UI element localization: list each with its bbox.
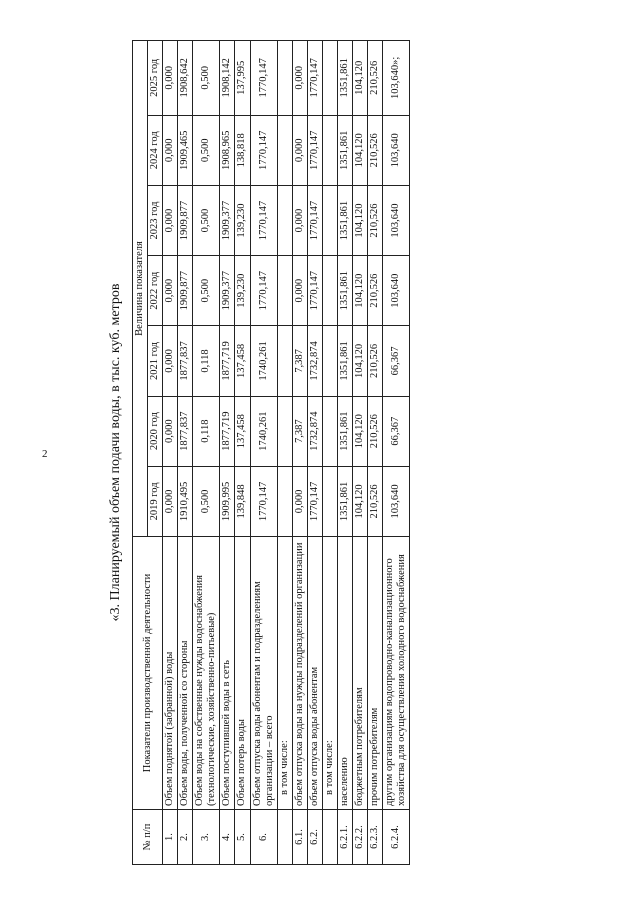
table-row xyxy=(163,41,178,865)
row-value: 1770,147 xyxy=(250,185,277,255)
row-value: 1908,965 xyxy=(220,115,235,185)
water-supply-table xyxy=(132,40,410,865)
row-value: 1908,642 xyxy=(178,41,193,116)
row-value: 0,500 xyxy=(193,466,220,536)
row-number: 4. xyxy=(220,810,235,865)
row-value: 1877,719 xyxy=(220,396,235,466)
row-value: 210,526 xyxy=(368,326,383,396)
row-value: 1909,377 xyxy=(220,185,235,255)
row-value: 139,848 xyxy=(235,466,250,536)
row-number: 6. xyxy=(250,810,277,865)
row-value: 1908,142 xyxy=(220,41,235,116)
header-year: 2021 год xyxy=(148,326,163,396)
row-value: 210,526 xyxy=(368,256,383,326)
row-value: 0,500 xyxy=(193,41,220,116)
header-year: 2022 год xyxy=(148,256,163,326)
row-value: 137,458 xyxy=(235,396,250,466)
table-row xyxy=(307,41,322,865)
row-value: 0,118 xyxy=(193,326,220,396)
header-year: 2024 год xyxy=(148,115,163,185)
table-row xyxy=(383,41,410,865)
row-number xyxy=(322,810,337,865)
row-indicator: Объем потерь воды xyxy=(235,537,250,810)
row-value: 1740,261 xyxy=(250,396,277,466)
row-indicator: бюджетным потребителям xyxy=(352,537,367,810)
row-value: 104,120 xyxy=(352,256,367,326)
header-values: Величина показателя xyxy=(133,41,148,537)
row-value: 104,120 xyxy=(352,185,367,255)
row-number: 1. xyxy=(163,810,178,865)
row-indicator: объем отпуска воды на нужды подразделений организации xyxy=(292,537,307,810)
row-number: 6.2. xyxy=(307,810,322,865)
row-value: 1877,719 xyxy=(220,326,235,396)
row-value: 7,387 xyxy=(292,396,307,466)
row-value: 1877,837 xyxy=(178,326,193,396)
row-value xyxy=(322,326,337,396)
table-row xyxy=(220,41,235,865)
row-indicator: в том числе: xyxy=(322,537,337,810)
row-value: 1909,877 xyxy=(178,185,193,255)
row-value: 1909,877 xyxy=(178,256,193,326)
row-value: 1770,147 xyxy=(250,466,277,536)
row-value: 1351,861 xyxy=(337,115,352,185)
row-indicator: Объем поступившей воды в сеть xyxy=(220,537,235,810)
row-value xyxy=(277,466,292,536)
row-value: 210,526 xyxy=(368,396,383,466)
row-value: 1770,147 xyxy=(307,256,322,326)
table-row xyxy=(235,41,250,865)
row-indicator: объем отпуска воды абонентам xyxy=(307,537,322,810)
row-indicator: прочим потребителям xyxy=(368,537,383,810)
row-value: 103,640»; xyxy=(383,41,410,116)
row-value: 0,500 xyxy=(193,185,220,255)
row-indicator: Объем поднятой (забранной) воды xyxy=(163,537,178,810)
row-value: 1351,861 xyxy=(337,41,352,116)
row-value: 104,120 xyxy=(352,396,367,466)
row-value: 1740,261 xyxy=(250,326,277,396)
row-number: 6.2.1. xyxy=(337,810,352,865)
table-row xyxy=(352,41,367,865)
row-value: 138,818 xyxy=(235,115,250,185)
row-value: 1909,995 xyxy=(220,466,235,536)
table-header-row xyxy=(133,41,148,865)
row-value: 1770,147 xyxy=(307,185,322,255)
header-year: 2020 год xyxy=(148,396,163,466)
row-value: 104,120 xyxy=(352,326,367,396)
row-number: 3. xyxy=(193,810,220,865)
document-title: «3. Планируемый объем подачи воды, в тыс. куб. метров xyxy=(108,283,123,622)
row-number: 6.2.3. xyxy=(368,810,383,865)
row-value: 139,230 xyxy=(235,185,250,255)
row-value: 0,000 xyxy=(292,466,307,536)
row-value: 0,000 xyxy=(163,185,178,255)
row-value xyxy=(277,185,292,255)
table-row xyxy=(322,41,337,865)
row-value xyxy=(322,396,337,466)
row-value: 1909,465 xyxy=(178,115,193,185)
header-number: № п/п xyxy=(133,810,163,865)
row-value: 0,000 xyxy=(163,326,178,396)
table-row xyxy=(277,41,292,865)
row-value: 210,526 xyxy=(368,185,383,255)
row-value: 210,526 xyxy=(368,41,383,116)
page-number: 2 xyxy=(42,448,48,460)
row-value xyxy=(277,256,292,326)
row-value: 104,120 xyxy=(352,466,367,536)
row-value: 210,526 xyxy=(368,466,383,536)
row-value: 0,000 xyxy=(292,41,307,116)
row-value: 1351,861 xyxy=(337,466,352,536)
row-value: 0,000 xyxy=(292,185,307,255)
row-value: 1770,147 xyxy=(250,256,277,326)
row-value: 0,000 xyxy=(163,466,178,536)
row-value xyxy=(322,115,337,185)
row-value: 103,640 xyxy=(383,115,410,185)
row-value: 137,995 xyxy=(235,41,250,116)
row-value: 1770,147 xyxy=(250,41,277,116)
row-value: 7,387 xyxy=(292,326,307,396)
header-year: 2019 год xyxy=(148,466,163,536)
row-value: 0,000 xyxy=(163,115,178,185)
table-row xyxy=(292,41,307,865)
row-value: 1351,861 xyxy=(337,256,352,326)
row-value xyxy=(277,396,292,466)
row-value: 0,000 xyxy=(292,115,307,185)
row-value: 1877,837 xyxy=(178,396,193,466)
table-row xyxy=(250,41,277,865)
row-indicator: Объем воды, полученной со стороны xyxy=(178,537,193,810)
row-value: 1351,861 xyxy=(337,326,352,396)
row-value: 1351,861 xyxy=(337,185,352,255)
row-value: 210,526 xyxy=(368,115,383,185)
header-indicators: Показатели производственной деятельности xyxy=(133,537,163,810)
row-value: 1770,147 xyxy=(250,115,277,185)
row-number: 6.1. xyxy=(292,810,307,865)
row-value: 1910,495 xyxy=(178,466,193,536)
row-indicator: в том числе: xyxy=(277,537,292,810)
row-indicator: Объем воды на собственные нужды водоснабжения (технологические, хозяйственно-питьевые) xyxy=(193,537,220,810)
header-year: 2023 год xyxy=(148,185,163,255)
row-value: 0,000 xyxy=(292,256,307,326)
row-number: 2. xyxy=(178,810,193,865)
rotated-page-content xyxy=(100,40,520,865)
row-value: 103,640 xyxy=(383,466,410,536)
row-value xyxy=(277,41,292,116)
row-value: 1909,377 xyxy=(220,256,235,326)
row-value: 139,230 xyxy=(235,256,250,326)
row-value: 0,118 xyxy=(193,396,220,466)
row-value: 0,500 xyxy=(193,256,220,326)
row-indicator: Объем отпуска воды абонентам и подразделениям организации – всего xyxy=(250,537,277,810)
table-row xyxy=(178,41,193,865)
row-number: 6.2.2. xyxy=(352,810,367,865)
row-value xyxy=(277,115,292,185)
row-value: 66,367 xyxy=(383,326,410,396)
row-value xyxy=(322,466,337,536)
row-indicator: населению xyxy=(337,537,352,810)
row-value: 0,000 xyxy=(163,41,178,116)
row-value: 1351,861 xyxy=(337,396,352,466)
table-row xyxy=(337,41,352,865)
row-value xyxy=(322,256,337,326)
row-value: 1770,147 xyxy=(307,115,322,185)
row-number: 5. xyxy=(235,810,250,865)
row-value: 1732,874 xyxy=(307,326,322,396)
row-number: 6.2.4. xyxy=(383,810,410,865)
row-indicator: другим организациям водопроводно-канализационного хозяйства для осуществления холодного водоснабжения xyxy=(383,537,410,810)
row-value xyxy=(322,41,337,116)
row-value: 103,640 xyxy=(383,185,410,255)
row-value xyxy=(277,326,292,396)
table-row xyxy=(193,41,220,865)
row-value: 104,120 xyxy=(352,41,367,116)
row-value: 1770,147 xyxy=(307,41,322,116)
row-value: 104,120 xyxy=(352,115,367,185)
row-value xyxy=(322,185,337,255)
row-value: 1732,874 xyxy=(307,396,322,466)
row-value: 0,000 xyxy=(163,396,178,466)
row-value: 0,500 xyxy=(193,115,220,185)
row-value: 0,000 xyxy=(163,256,178,326)
table-row xyxy=(368,41,383,865)
row-value: 1770,147 xyxy=(307,466,322,536)
row-value: 137,458 xyxy=(235,326,250,396)
header-year: 2025 год xyxy=(148,41,163,116)
row-value: 103,640 xyxy=(383,256,410,326)
row-number xyxy=(277,810,292,865)
row-value: 66,367 xyxy=(383,396,410,466)
